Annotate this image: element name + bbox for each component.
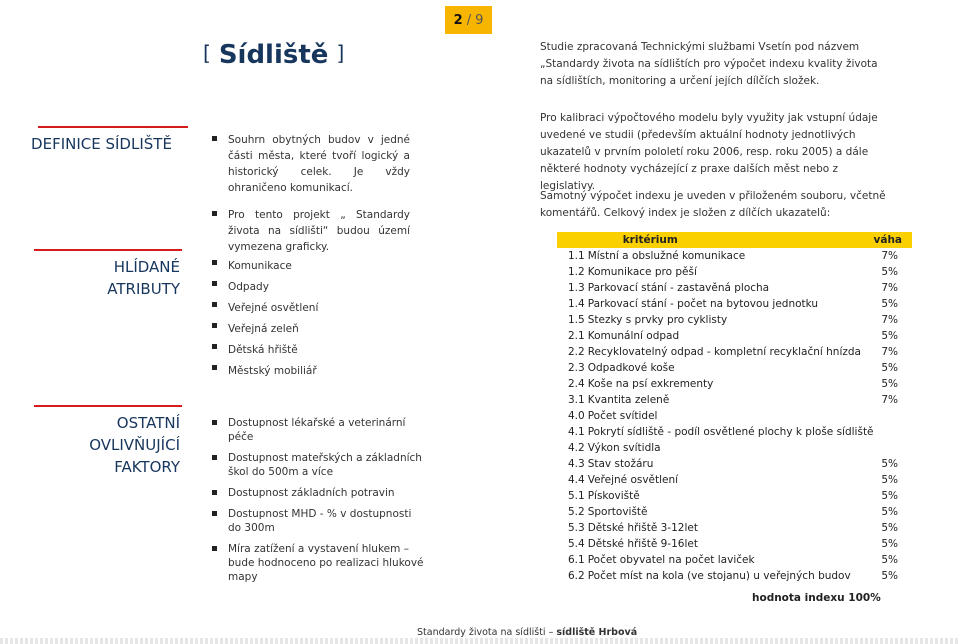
title-bracket-close: ]: [336, 41, 345, 65]
row-weight: [874, 440, 913, 456]
row-criterion: Pískoviště: [587, 490, 640, 502]
intro-paragraph-3: Samotný výpočet indexu je uveden v přiloženém souboru, včetně komentářů. Celkový index je složen z dílčích ukazatelů:: [540, 190, 886, 219]
row-criterion: Pokrytí sídliště - podíl osvětlené plochy k ploše sídliště: [587, 426, 874, 438]
intro-paragraph-2: Pro kalibraci výpočtového modelu byly využity jak vstupní údaje uvedené ve studii (především aktuální hodnoty jednotlivých ukazatelů v prvním pololetí roku 2006, resp. roku 2005) a dále některé hodnoty vycházející z praxe dalších měst nebo z legislativy.: [540, 112, 878, 192]
definice-list: [210, 132, 410, 255]
table-row: [557, 360, 912, 376]
row-number: 5.3: [568, 522, 585, 534]
row-number: 5.1: [568, 490, 585, 502]
table-row: [557, 488, 912, 504]
criteria-body: [557, 248, 912, 584]
faktory-item: Dostupnost lékařské a veterinární péče: [210, 416, 426, 444]
table-row: [557, 568, 912, 584]
table-row: [557, 328, 912, 344]
table-row: [557, 344, 912, 360]
atributy-heading-line-1: HLÍDANÉ: [113, 258, 180, 276]
header-spacer: [557, 232, 585, 248]
row-criterion: Výkon svítidla: [587, 442, 661, 454]
table-row: [557, 296, 912, 312]
table-row: [557, 520, 912, 536]
definice-rule: [38, 126, 188, 128]
title-text: Sídliště: [218, 40, 329, 70]
atributy-list: [210, 256, 420, 382]
table-row: [557, 472, 912, 488]
row-weight: 5%: [881, 378, 899, 390]
atributy-item: Veřejná zeleň: [210, 319, 420, 340]
atributy-rule: [34, 249, 182, 251]
table-row: [557, 408, 912, 424]
row-number: 1.5: [568, 314, 585, 326]
row-number: 1.1: [568, 250, 585, 262]
faktory-list: [210, 416, 426, 584]
table-row: [557, 504, 912, 520]
table-row: [557, 280, 912, 296]
row-weight: 7%: [881, 394, 899, 406]
row-weight: 7%: [881, 250, 899, 262]
definice-heading: DEFINICE SÍDLIŠTĚ: [31, 135, 172, 153]
row-number: 1.3: [568, 282, 585, 294]
row-weight: 5%: [881, 506, 899, 518]
table-row: [557, 264, 912, 280]
row-weight: 7%: [881, 282, 899, 294]
row-criterion: Místní a obslužné komunikace: [587, 250, 746, 262]
row-criterion: Recyklovatelný odpad - kompletní recyklační hnízda: [587, 346, 861, 358]
header-criterion: kritérium: [585, 232, 874, 248]
total-label: hodnota indexu: [752, 592, 845, 604]
row-criterion: Komunální odpad: [587, 330, 680, 342]
row-number: 2.1: [568, 330, 585, 342]
atributy-item: Dětská hřiště: [210, 340, 420, 361]
faktory-heading-line-3: FAKTORY: [114, 458, 180, 476]
row-criterion: Kvantita zeleně: [587, 394, 670, 406]
faktory-item: Míra zatížení a vystavení hlukem – bude hodnoceno po realizaci hlukové mapy: [210, 542, 426, 584]
atributy-heading: [40, 256, 180, 300]
row-number: 2.2: [568, 346, 585, 358]
faktory-item: Dostupnost mateřských a základních škol do 500m a více: [210, 451, 426, 479]
row-criterion: Dětské hřiště 9-16let: [587, 538, 698, 550]
row-criterion: Stezky s prvky pro cyklisty: [587, 314, 728, 326]
row-number: 4.2: [568, 442, 585, 454]
row-number: 6.1: [568, 554, 585, 566]
row-weight: 5%: [881, 474, 899, 486]
atributy-item: Odpady: [210, 277, 420, 298]
criteria-header-row: [557, 232, 912, 248]
table-row: [557, 312, 912, 328]
page-separator: /: [466, 12, 472, 28]
row-number: 1.2: [568, 266, 585, 278]
row-weight: 5%: [881, 522, 899, 534]
faktory-rule: [34, 405, 182, 407]
bottom-stripe: [0, 638, 960, 644]
row-weight: 7%: [881, 314, 899, 326]
row-number: 5.4: [568, 538, 585, 550]
definice-item: Pro tento projekt „ Standardy života na sídlišti“ budou území vymezena graficky.: [210, 207, 410, 255]
definice-item: Souhrn obytných budov v jedné části města, které tvoří logický a historický celek. Je vždy ohraničeno komunikací.: [210, 132, 410, 196]
row-weight: [874, 424, 913, 440]
table-row: [557, 248, 912, 264]
atributy-heading-line-2: ATRIBUTY: [107, 280, 180, 298]
row-number: 6.2: [568, 570, 585, 582]
page-current: 2: [453, 12, 463, 28]
table-row: [557, 536, 912, 552]
header-weight: váha: [874, 232, 913, 248]
row-number: 2.3: [568, 362, 585, 374]
footer: [417, 627, 637, 638]
row-number: 2.4: [568, 378, 585, 390]
row-criterion: Odpadkové koše: [587, 362, 675, 374]
row-criterion: Parkovací stání - počet na bytovou jednotku: [587, 298, 819, 310]
row-criterion: Veřejné osvětlení: [587, 474, 679, 486]
row-weight: 7%: [881, 346, 899, 358]
row-criterion: Sportoviště: [587, 506, 648, 518]
row-number: 3.1: [568, 394, 585, 406]
intro-paragraph-1: Studie zpracovaná Technickými službami Vsetín pod názvem „Standardy života na sídlištích pro výpočet indexu kvality života na sídlištích, monitoring a určení jejích dílčích složek.: [540, 41, 878, 87]
atributy-item: Veřejné osvětlení: [210, 298, 420, 319]
faktory-item: Dostupnost MHD - % v dostupnosti do 300m: [210, 507, 426, 535]
atributy-item: Komunikace: [210, 256, 420, 277]
row-weight: 5%: [881, 458, 899, 470]
row-weight: [874, 408, 913, 424]
row-number: 4.4: [568, 474, 585, 486]
row-number: 1.4: [568, 298, 585, 310]
row-weight: 5%: [881, 554, 899, 566]
table-row: [557, 392, 912, 408]
row-number: 4.0: [568, 410, 585, 422]
row-weight: 5%: [881, 538, 899, 550]
row-criterion: Komunikace pro pěší: [587, 266, 697, 278]
footer-text: Standardy života na sídlišti –: [417, 627, 554, 638]
table-row: [557, 376, 912, 392]
row-weight: 5%: [881, 330, 899, 342]
row-criterion: Počet obyvatel na počet laviček: [587, 554, 755, 566]
row-number: 5.2: [568, 506, 585, 518]
row-criterion: Koše na psí exkrementy: [587, 378, 714, 390]
page-title: [203, 40, 344, 70]
title-bracket-open: [: [203, 41, 211, 65]
table-row: [557, 424, 912, 440]
row-number: 4.1: [568, 426, 585, 438]
page-total: 9: [475, 12, 484, 28]
row-weight: 5%: [881, 490, 899, 502]
row-criterion: Počet míst na kola (ve stojanu) u veřejných budov: [587, 570, 851, 582]
criteria-table: [557, 232, 912, 584]
index-total: [752, 592, 881, 604]
faktory-heading: [40, 412, 180, 478]
atributy-item: Městský mobiliář: [210, 361, 420, 382]
row-weight: 5%: [881, 266, 899, 278]
row-weight: 5%: [881, 362, 899, 374]
total-value: 100%: [848, 592, 881, 604]
faktory-item: Dostupnost základních potravin: [210, 486, 426, 500]
row-criterion: Počet svítidel: [587, 410, 658, 422]
table-row: [557, 552, 912, 568]
table-row: [557, 440, 912, 456]
row-number: 4.3: [568, 458, 585, 470]
page-indicator: [445, 6, 492, 34]
table-row: [557, 456, 912, 472]
row-weight: 5%: [881, 298, 899, 310]
row-criterion: Dětské hřiště 3-12let: [587, 522, 698, 534]
row-criterion: Stav stožáru: [587, 458, 654, 470]
footer-bold: sídliště Hrbová: [556, 627, 638, 638]
row-criterion: Parkovací stání - zastavěná plocha: [587, 282, 770, 294]
faktory-heading-line-2: OVLIVŇUJÍCÍ: [89, 436, 180, 454]
faktory-heading-line-1: OSTATNÍ: [116, 414, 180, 432]
row-weight: 5%: [881, 570, 899, 582]
